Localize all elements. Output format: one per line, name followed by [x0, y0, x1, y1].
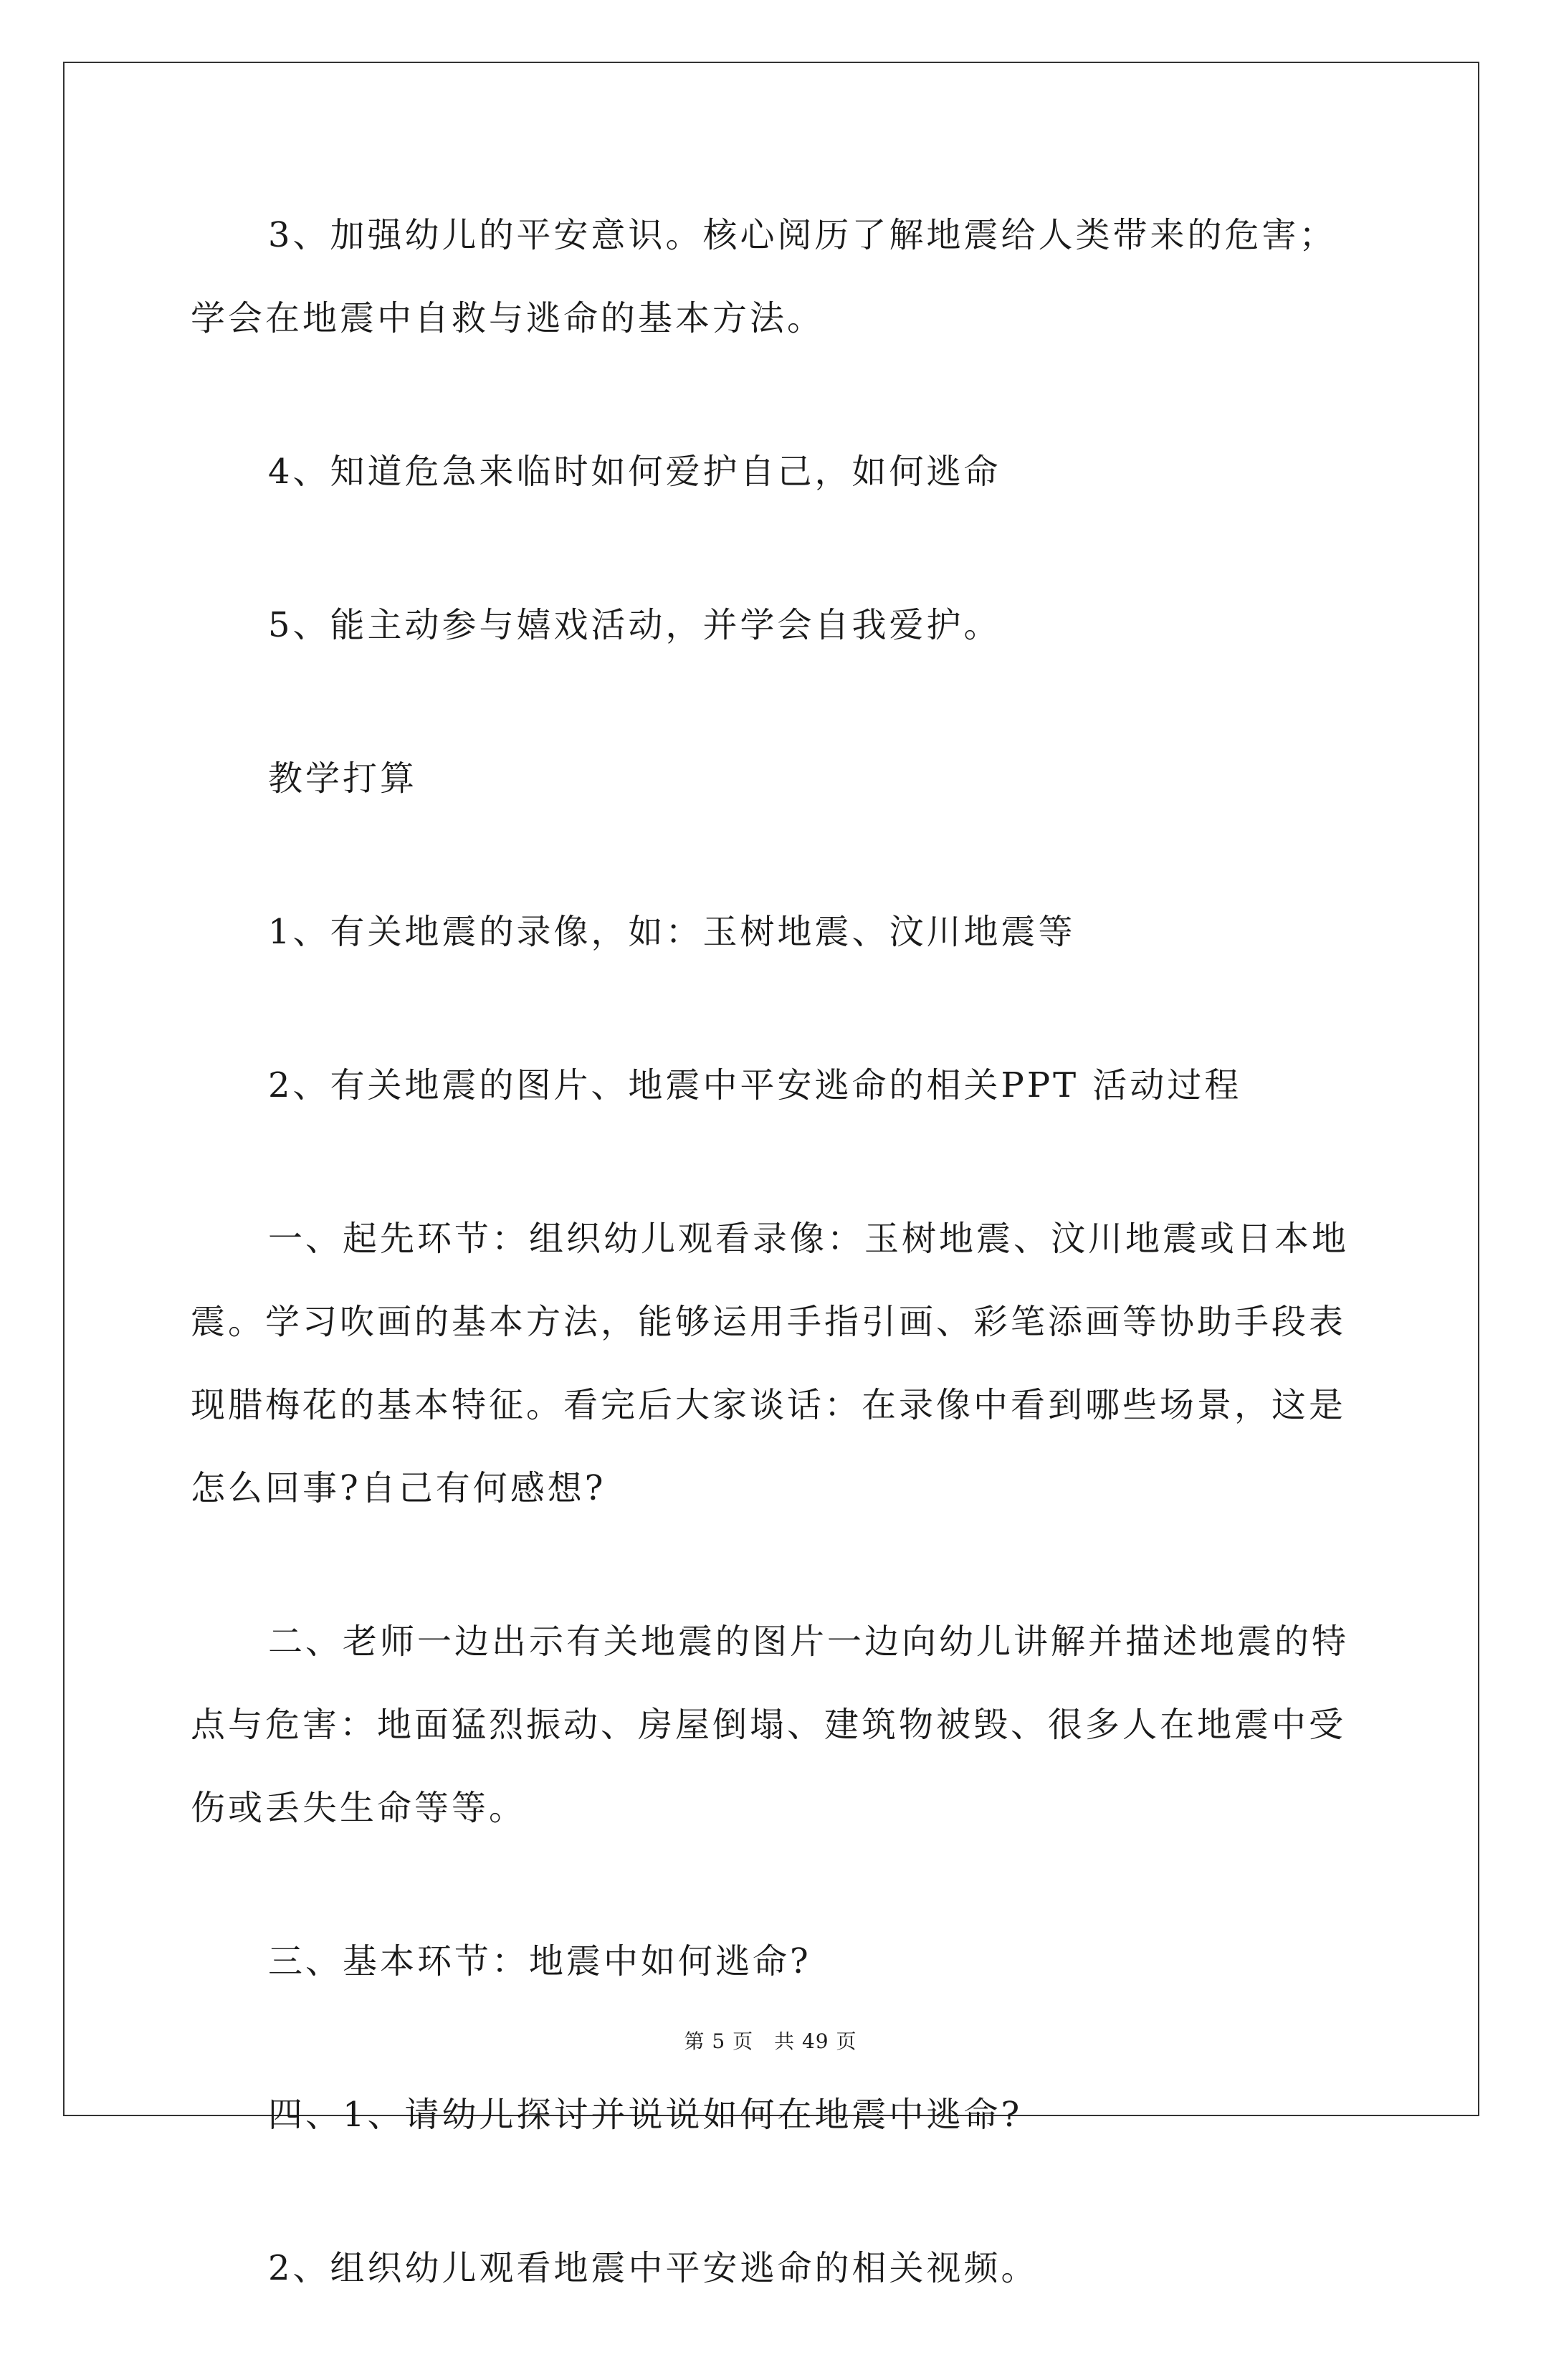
paragraph-prep-1: 1、有关地震的录像，如：玉树地震、汶川地震等: [268, 912, 1076, 952]
paragraph-prep-2: 2、有关地震的图片、地震中平安逃命的相关PPT 活动过程: [268, 1065, 1242, 1105]
paragraph-step-2: 二、老师一边出示有关地震的图片一边向幼儿讲解并描述地震的特点与危害：地面猛烈振动、房屋倒塌、建筑物被毁、很多人在地震中受伤或丢失生命等等。: [191, 1622, 1350, 1828]
paragraph-goal-4: 4、知道危急来临时如何爱护自己，如何逃命: [268, 452, 1001, 492]
paragraph-goal-5: 5、能主动参与嬉戏活动，并学会自我爱护。: [268, 605, 1001, 645]
paragraph-step-4-2: 2、组织幼儿观看地震中平安逃命的相关视频。: [268, 2248, 1039, 2288]
paragraph-step-1: 一、起先环节：组织幼儿观看录像：玉树地震、汶川地震或日本地震。学习吹画的基本方法，能够运用手指引画、彩笔添画等协助手段表现腊梅花的基本特征。看完后大家谈话：在录像中看到哪些场景，这是怎么回事?自己有何感想?: [191, 1219, 1350, 1508]
paragraph-step-3: 三、基本环节：地震中如何逃命?: [268, 1941, 811, 1981]
paragraph-step-4: 四、1、请幼儿探讨并说说如何在地震中逃命?: [268, 2095, 1023, 2135]
paragraph-goal-3: 3、加强幼儿的平安意识。核心阅历了解地震给人类带来的危害；学会在地震中自救与逃命的基本方法。: [191, 215, 1337, 338]
section-heading-preparation: 教学打算: [268, 758, 418, 799]
page-number-footer: 第 5 页 共 49 页: [684, 2029, 857, 2053]
